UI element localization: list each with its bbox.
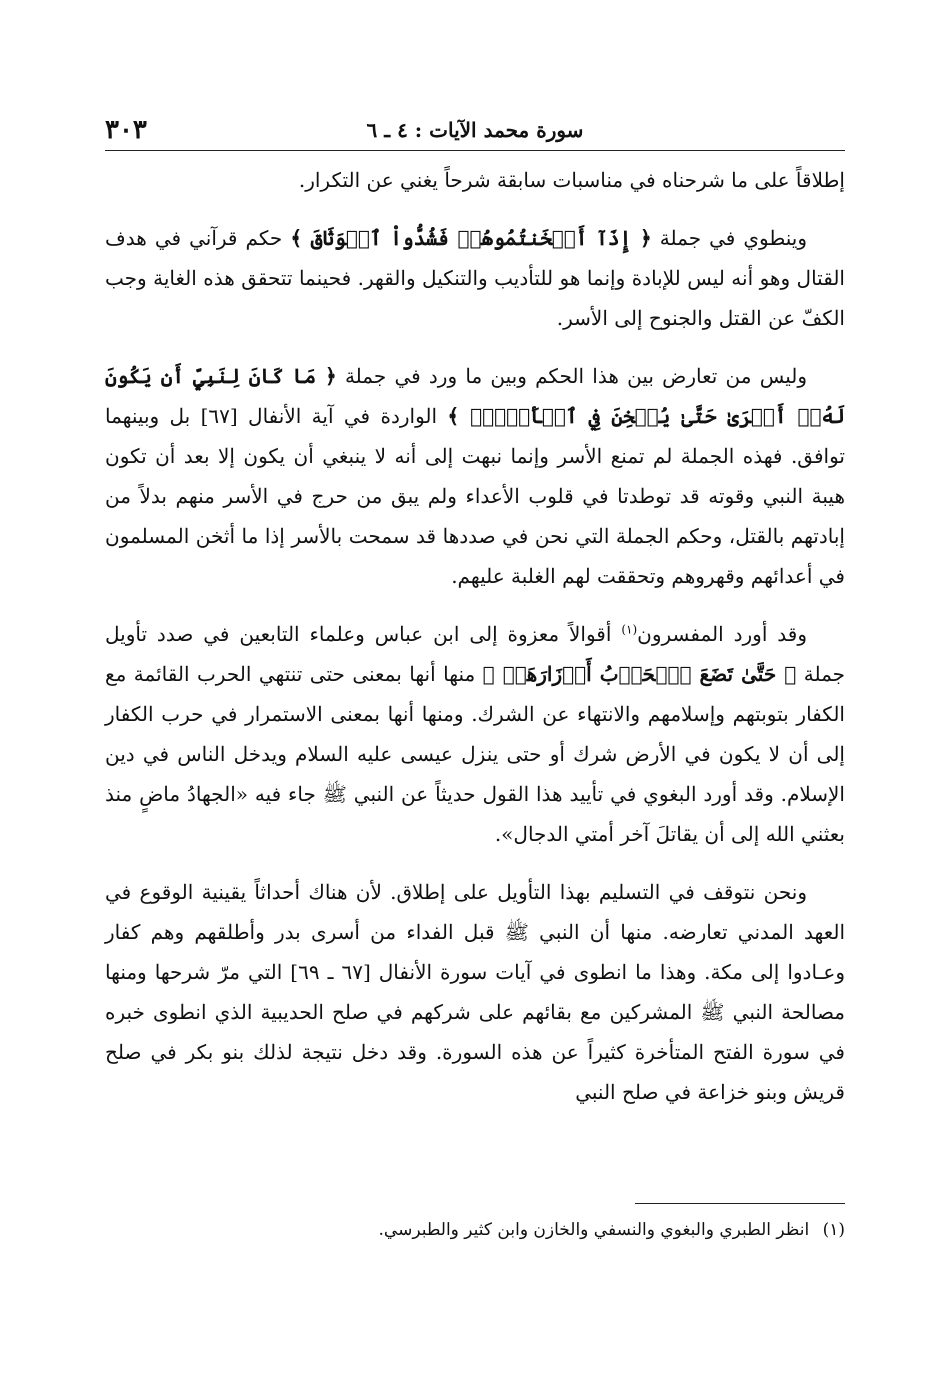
paragraph-text: منها أنها بمعنى حتى تنتهي الحرب القائمة مع الكفار بتوبتهم وإسلامهم والانتهاء عن الشرك. ومنها أنها بمعنى الاستمرار في حرب الكفار إلى أن لا يكون في الأرض شرك أو حتى ينزل عيسى عليه السلام ويدخل الناس في دين الإسلام. وقد أورد البغوي في تأييد هذا القول حديثاً عن النبي ﷺ جاء فيه «الجهادُ ماضٍ منذ بعثني الله إلى أن يقاتلَ آخر أمتي الدجال». xyxy=(105,662,845,846)
paragraph-text: وينطوي في جملة xyxy=(659,226,808,250)
paragraph-5 xyxy=(105,872,845,1112)
paragraph-2 xyxy=(105,218,845,338)
running-title: سورة محمد الآيات : ٤ ـ ٦ xyxy=(366,118,584,142)
footnote-number: (١) xyxy=(822,1220,845,1240)
paragraph-4 xyxy=(105,614,845,854)
paragraph-text: وقد أورد المفسرون xyxy=(637,622,807,646)
main-text xyxy=(105,160,845,1130)
paragraph-text: إطلاقاً على ما شرحناه في مناسبات سابقة شرحاً يغني عن التكرار. xyxy=(298,168,845,192)
paragraph-text: وليس من تعارض بين هذا الحكم وبين ما ورد في جملة xyxy=(344,364,807,388)
page-header xyxy=(105,112,845,148)
footnote-text: انظر الطبري والبغوي والنسفي والخازن وابن كثير والطبرسي. xyxy=(378,1220,810,1240)
header-divider xyxy=(105,150,845,151)
paragraph-text: حكم قرآني في هدف القتال وهو أنه ليس للإبادة وإنما هو للتأديب والتنكيل والقهر. فحينما تتحقق هذه الغاية وجب الكفّ عن القتل والجنوح إلى الأسر. xyxy=(105,226,845,330)
page-number: ٣٠٣ xyxy=(105,115,147,145)
paragraph-text: ونحن نتوقف في التسليم بهذا التأويل على إطلاق. لأن هناك أحداثاً يقينية الوقوع في العهد المدني تعارضه. منها أن النبي ﷺ قبل الفداء من أسرى بدر وأطلقهم وهم كفار وعـادوا إلى مكة. وهذا ما انطوى في آيات سورة الأنفال [٦٧ ـ ٦٩] التي مرّ شرحها ومنها مصالحة النبي ﷺ المشركين مع بقائهم على شركهم في صلح الحديبية الذي انطوى خبره في سورة الفتح المتأخرة كثيراً عن هذه السورة. وقد دخل نتيجة لذلك بنو بكر في صلح قريش وبنو خزاعة في صلح النبي xyxy=(105,880,845,1104)
paragraph-text: الواردة في آية الأنفال [٦٧] بل وبينهما توافق. فهذه الجملة لم تمنع الأسر وإنما نبهت إلى أنه لا ينبغي أن يكون إلا بعد أن تكون هيبة النبي وقوته قد توطدتا في قلوب الأعداء ولم يبق من حرج في الأسر منهم بدلاً من إبادتهم بالقتل، وحكم الجملة التي نحن في صددها قد سمحت بالأسر إذا ما أثخن المسلمون في أعدائهم وقهروهم وتحققت لهم الغلبة عليهم. xyxy=(105,404,845,588)
quran-quote: ﴿ حَتَّىٰ تَضَعَ ٱلۡحَرۡبُ أَوۡزَارَهَاۚ ﴾ xyxy=(482,662,797,686)
quran-quote: ﴿ مَا كَانَ لِنَبِيٍّ أَن يَكُونَ لَهُۥٓ أَسۡرَىٰ حَتَّىٰ يُثۡخِنَ فِي ٱلۡأَرۡضِۚ ﴾ xyxy=(105,364,845,428)
footnote-reference[interactable]: (١) xyxy=(621,622,638,637)
footnote xyxy=(105,1215,845,1245)
paragraph-text: أقوالاً معزوة إلى ابن عباس وعلماء التابعين في صدد تأويل جملة xyxy=(105,622,845,686)
footnote-divider xyxy=(635,1203,845,1204)
paragraph-3 xyxy=(105,356,845,596)
paragraph-1 xyxy=(105,160,845,200)
quran-quote: ﴿ إِذَآ أَثۡخَنتُمُوهُمۡ فَشُدُّواْ ٱلۡوَثَاقَ ﴾ xyxy=(290,226,652,250)
